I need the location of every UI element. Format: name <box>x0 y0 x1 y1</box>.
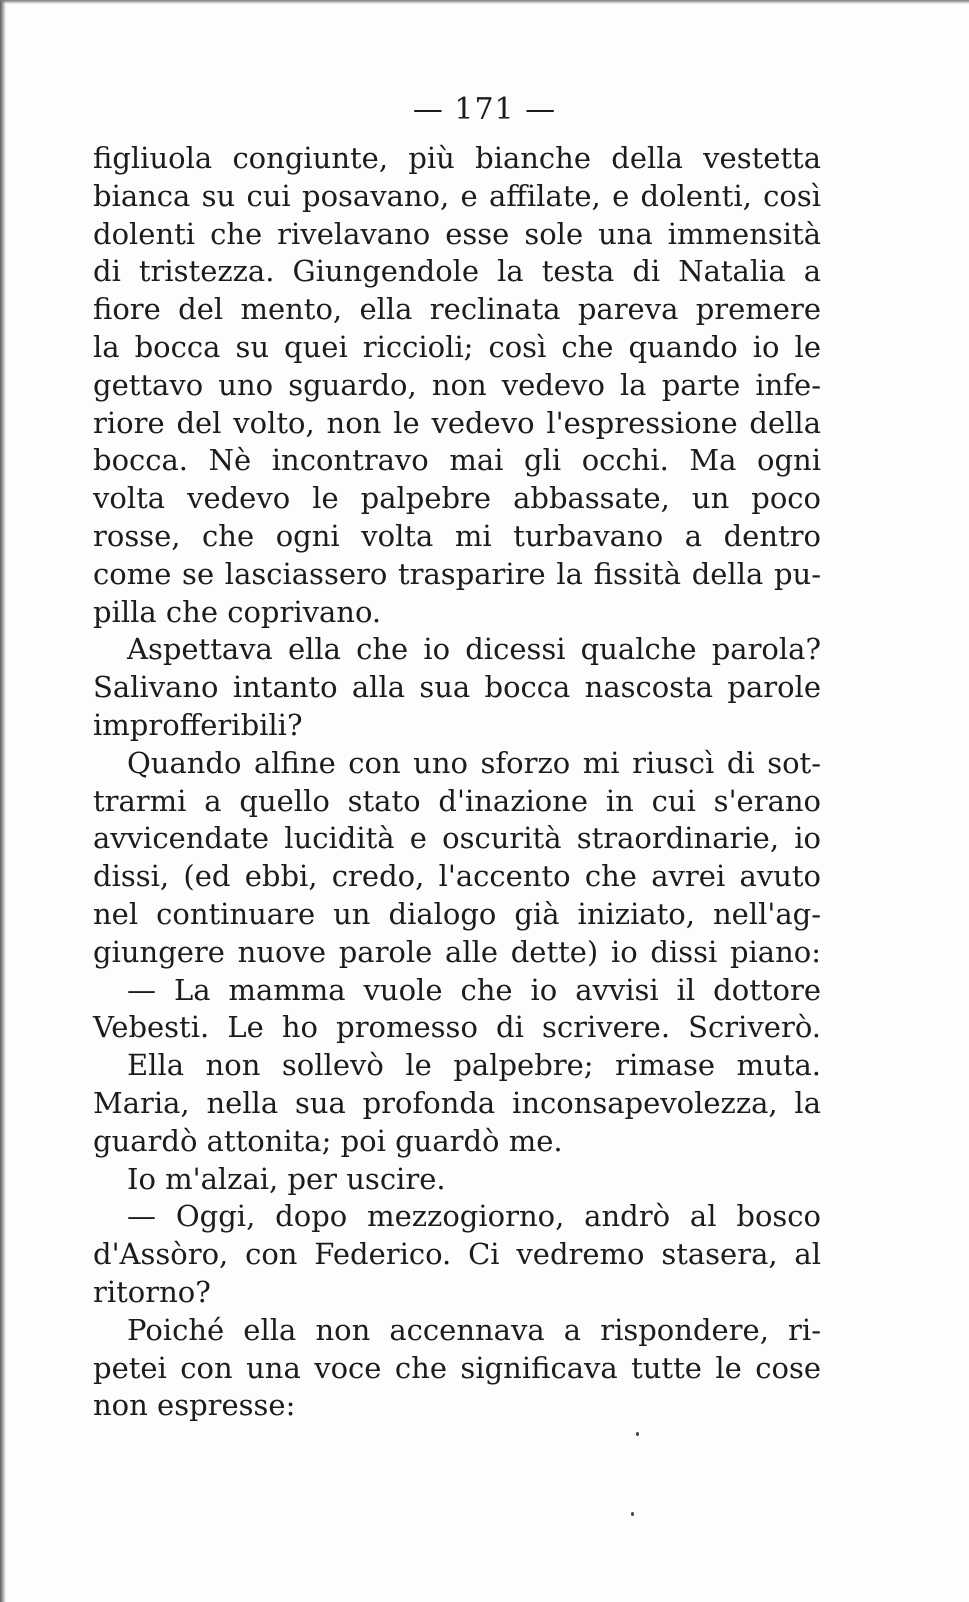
text-line: fiore del mento, ella reclinata pareva premere <box>93 292 821 327</box>
text-line: di tristezza. Giungendole la testa di Natalia a <box>93 254 821 289</box>
text-line: figliuola congiunte, più bianche della vestetta <box>93 141 821 175</box>
text-line: Aspettava ella che io dicessi qualche parola? <box>127 632 821 667</box>
print-speck <box>631 1512 634 1516</box>
text-line: guardò attonita; poi guardò me. <box>93 1123 563 1158</box>
text-line: d'Assòro, con Federico. Ci vedremo stasera, al <box>93 1237 821 1272</box>
print-speck <box>636 1432 639 1436</box>
text-line: bianca su cui posavano, e affilate, e dolenti, così <box>93 178 821 213</box>
text-line: volta vedevo le palpebre abbassate, un poco <box>93 481 821 516</box>
page-top-shadow <box>0 0 969 4</box>
text-line: riore del volto, non le vedevo l'espressione della <box>93 405 821 440</box>
text-line: Vebesti. Le ho promesso di scrivere. Scriverò. <box>93 1010 821 1045</box>
text-line: giungere nuove parole alle dette) io dissi piano: <box>93 934 821 969</box>
text-line: ritorno? <box>93 1274 211 1309</box>
text-line: bocca. Nè incontravo mai gli occhi. Ma ogni <box>93 443 821 478</box>
text-line: improfferibili? <box>93 707 303 742</box>
text-line: Maria, nella sua profonda inconsapevolezza, la <box>93 1085 821 1120</box>
body-text <box>93 140 821 1425</box>
text-line: — Oggi, dopo mezzogiorno, andrò al bosco <box>127 1199 821 1234</box>
text-line: la bocca su quei riccioli; così che quando io le <box>93 329 821 364</box>
text-line: nel continuare un dialogo già iniziato, nell'ag- <box>93 896 821 931</box>
text-line: pilla che coprivano. <box>93 594 382 629</box>
page-number: — 171 — <box>412 92 557 127</box>
text-line: rosse, che ogni volta mi turbavano a dentro <box>93 518 821 553</box>
text-line: non espresse: <box>93 1388 296 1423</box>
text-line: avvicendate lucidità e oscurità straordinarie, io <box>93 821 821 856</box>
text-line: gettavo uno sguardo, non vedevo la parte infe- <box>93 367 821 402</box>
text-line: Poiché ella non accennava a rispondere, ri- <box>127 1312 821 1347</box>
text-line: — La mamma vuole che io avvisi il dottore <box>127 972 821 1007</box>
text-line: Io m'alzai, per uscire. <box>127 1161 446 1196</box>
text-line: trarmi a quello stato d'inazione in cui s'erano <box>93 783 821 818</box>
text-line: Quando alfine con uno sforzo mi riuscì di sot- <box>127 745 821 780</box>
text-line: Salivano intanto alla sua bocca nascosta parole <box>93 670 821 705</box>
text-line: dolenti che rivelavano esse sole una immensità <box>93 216 821 251</box>
text-line: Ella non sollevò le palpebre; rimase muta. <box>127 1048 821 1083</box>
text-line: come se lasciassero trasparire la fissità della pu- <box>93 556 821 591</box>
text-line: dissi, (ed ebbi, credo, l'accento che avrei avuto <box>93 859 821 894</box>
text-line: petei con una voce che significava tutte le cose <box>93 1350 821 1385</box>
page-binding-shadow <box>0 0 6 1602</box>
